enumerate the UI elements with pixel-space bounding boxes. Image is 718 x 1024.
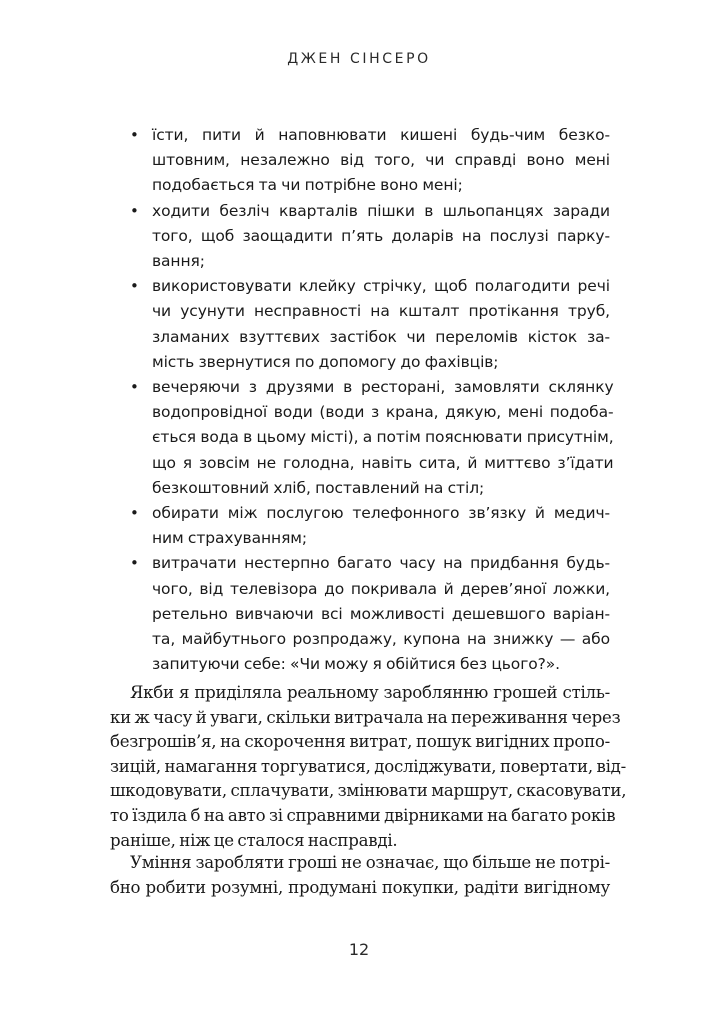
text-line: запитуючи себе: «Чи можу я обійтися без цього?». (152, 655, 560, 674)
list-item (130, 199, 610, 275)
text-line: ки ж часу й уваги, скільки витрачала на переживання через (110, 707, 621, 727)
text-line: витрачати нестерпно багато часу на придбання будь- (152, 554, 610, 573)
text-line: вечеряючи з друзями в ресторані, замовляти склянку (152, 378, 614, 397)
bullet-icon: • (130, 554, 139, 573)
text-line: ретельно вивчаючи всі можливості дешевшого варіан- (152, 604, 610, 623)
bullet-icon: • (130, 277, 139, 296)
list-item (130, 123, 610, 199)
text-line: зламаних взуттєвих застібок чи переломів кісток за- (152, 327, 610, 346)
text-line: раніше, ніж це сталося насправді. (110, 830, 398, 850)
body-paragraph (110, 681, 627, 853)
text-line: Якби я приділяла реальному зароблянню грошей стіль- (130, 683, 610, 702)
bullet-list (130, 123, 614, 677)
list-item-text (152, 274, 610, 375)
text-line: використовувати клейку стрічку, щоб полагодити речі (152, 277, 610, 296)
text-line: шкодовувати, сплачувати, змінювати маршрут, скасовувати, (110, 781, 627, 801)
list-item-text (152, 375, 614, 501)
text-line: того, щоб заощадити п’ять доларів на послузі парку- (152, 226, 610, 245)
list-item-text (152, 551, 610, 677)
text-line: мість звернутися по допомогу до фахівців; (152, 352, 499, 371)
running-head: ДЖЕН СІНСЕРО (287, 51, 431, 67)
text-line: ходити безліч кварталів пішки в шльопанцях заради (152, 201, 610, 220)
text-line: бно робити розумні, продумані покупки, радіти вигідному (110, 877, 610, 897)
text-line: безкоштовний хліб, поставлений на стіл; (152, 478, 485, 497)
list-item (130, 501, 610, 551)
text-line: штовним, незалежно від того, чи справді воно мені (152, 151, 610, 170)
body-paragraph (110, 851, 610, 900)
text-line: водопровідної води (води з крана, дякую, мені подоба- (152, 403, 614, 422)
list-item-text (152, 123, 610, 199)
text-line: подобається та чи потрібне воно мені; (152, 176, 463, 195)
text-line: чи усунути несправності на кшталт протікання труб, (152, 302, 610, 321)
text-line: вання; (152, 252, 205, 271)
bullet-icon: • (130, 126, 139, 144)
text-line: що я зовсім не голодна, навіть сита, й миттєво з’їдати (152, 453, 614, 472)
text-line: ється вода в цьому місті), а потім пояснювати присутнім, (152, 428, 614, 447)
bullet-icon: • (130, 201, 139, 220)
list-item (130, 375, 614, 501)
text-line: Уміння заробляти гроші не означає, що більше не потрі- (130, 853, 610, 872)
list-item (130, 551, 610, 677)
text-line: обирати між послугою телефонного зв’язку й медич- (152, 504, 610, 523)
text-line: ним страхуванням; (152, 529, 308, 548)
text-line: безгрошів’я, на скорочення витрат, пошук вигідних пропо- (110, 732, 610, 752)
text-line: їсти, пити й наповнювати кишені будь-чим безко- (152, 126, 610, 144)
text-line: та, майбутнього розпродажу, купона на знижку — або (152, 630, 610, 649)
list-item-text (152, 501, 610, 551)
bullet-icon: • (130, 504, 139, 523)
page-number: 12 (348, 940, 370, 959)
list-item (130, 274, 610, 375)
text-line: чого, від телевізора до покривала й дерев’яної ложки, (152, 579, 610, 598)
text-line: зицій, намагання торгуватися, досліджувати, повертати, від- (110, 756, 626, 776)
bullet-icon: • (130, 378, 139, 397)
list-item-text (152, 199, 610, 275)
text-line: то їздила б на авто зі справними двірниками на багато років (110, 805, 616, 825)
